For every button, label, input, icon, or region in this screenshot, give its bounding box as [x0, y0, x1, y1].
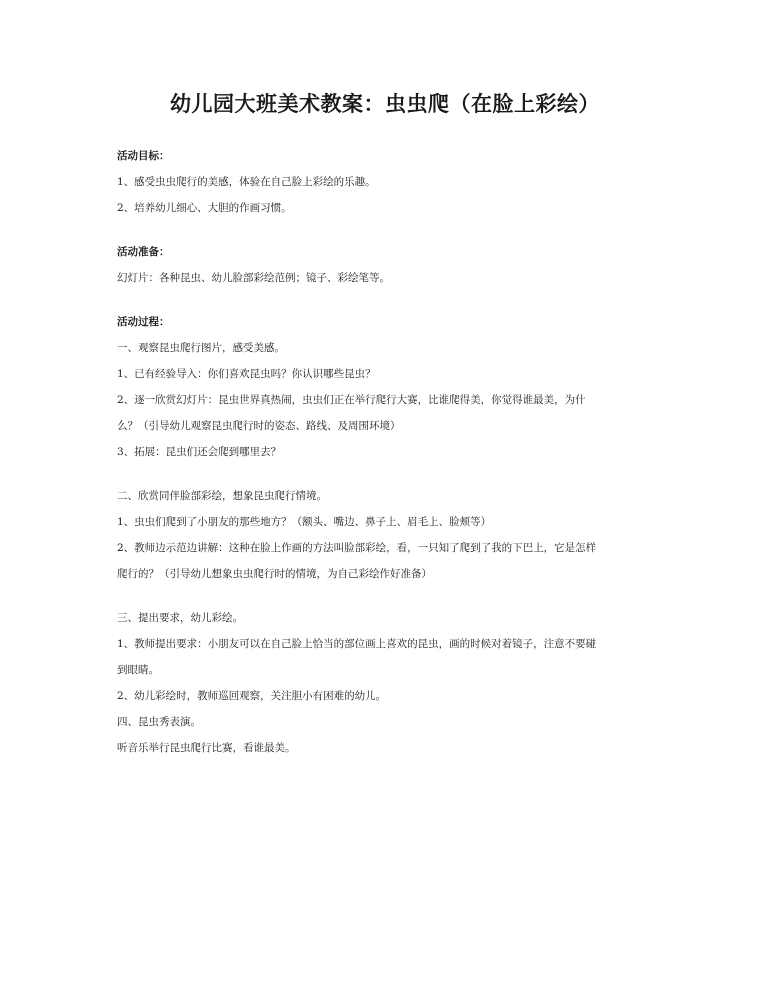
paragraph: 到眼睛。 [117, 664, 159, 676]
paragraph: 三、提出要求，幼儿彩绘。 [117, 612, 243, 624]
spacer [117, 221, 657, 239]
paragraph: 3、拓展：昆虫们还会爬到哪里去？ [117, 446, 282, 458]
paragraph: 二、欣赏同伴脸部彩绘，想象昆虫爬行情境。 [117, 490, 327, 502]
paragraph: 1、教师提出要求：小朋友可以在自己脸上恰当的部位画上喜欢的昆虫，画的时候对着镜子，注意不要碰 [117, 638, 597, 650]
paragraph: 2、教师边示范边讲解：这种在脸上作画的方法叫脸部彩绘，看，一只知了爬到了我的下巴上，它是怎样 [117, 542, 597, 554]
section-heading-prep: 活动准备： [117, 246, 170, 258]
paragraph: 幻灯片：各种昆虫、幼儿脸部彩绘范例；镜子、彩绘笔等。 [117, 272, 390, 284]
spacer [117, 587, 657, 605]
spacer [117, 291, 657, 309]
paragraph: 1、感受虫虫爬行的美感，体验在自己脸上彩绘的乐趣。 [117, 176, 376, 188]
paragraph: 爬行的？（引导幼儿想象虫虫爬行时的情境，为自己彩绘作好准备） [117, 568, 432, 580]
paragraph: 听音乐举行昆虫爬行比赛，看谁最美。 [117, 742, 296, 754]
paragraph: 1、已有经验导入：你们喜欢昆虫吗？你认识哪些昆虫？ [117, 368, 376, 380]
paragraph: 1、虫虫们爬到了小朋友的那些地方？（额头、嘴边、鼻子上、眉毛上、脸颊等） [117, 516, 492, 528]
paragraph: 四、昆虫秀表演。 [117, 716, 201, 728]
paragraph: 一、观察昆虫爬行图片，感受美感。 [117, 342, 285, 354]
paragraph: 2、幼儿彩绘时，教师巡回观察，关注胆小有困难的幼儿。 [117, 690, 387, 702]
document-body [117, 143, 657, 761]
paragraph: 2、逐一欣赏幻灯片：昆虫世界真热闹，虫虫们正在举行爬行大赛，比谁爬得美，你觉得谁最美，为什 [117, 394, 586, 406]
paragraph: 么？（引导幼儿观察昆虫爬行时的姿态、路线、及周围环境） [117, 420, 401, 432]
section-heading-goal: 活动目标： [117, 150, 170, 162]
section-heading-process: 活动过程： [117, 316, 170, 328]
page-title: 幼儿园大班美术教案：虫虫爬（在脸上彩绘） [170, 92, 600, 116]
spacer [117, 465, 657, 483]
paragraph: 2、培养幼儿细心、大胆的作画习惯。 [117, 202, 292, 214]
